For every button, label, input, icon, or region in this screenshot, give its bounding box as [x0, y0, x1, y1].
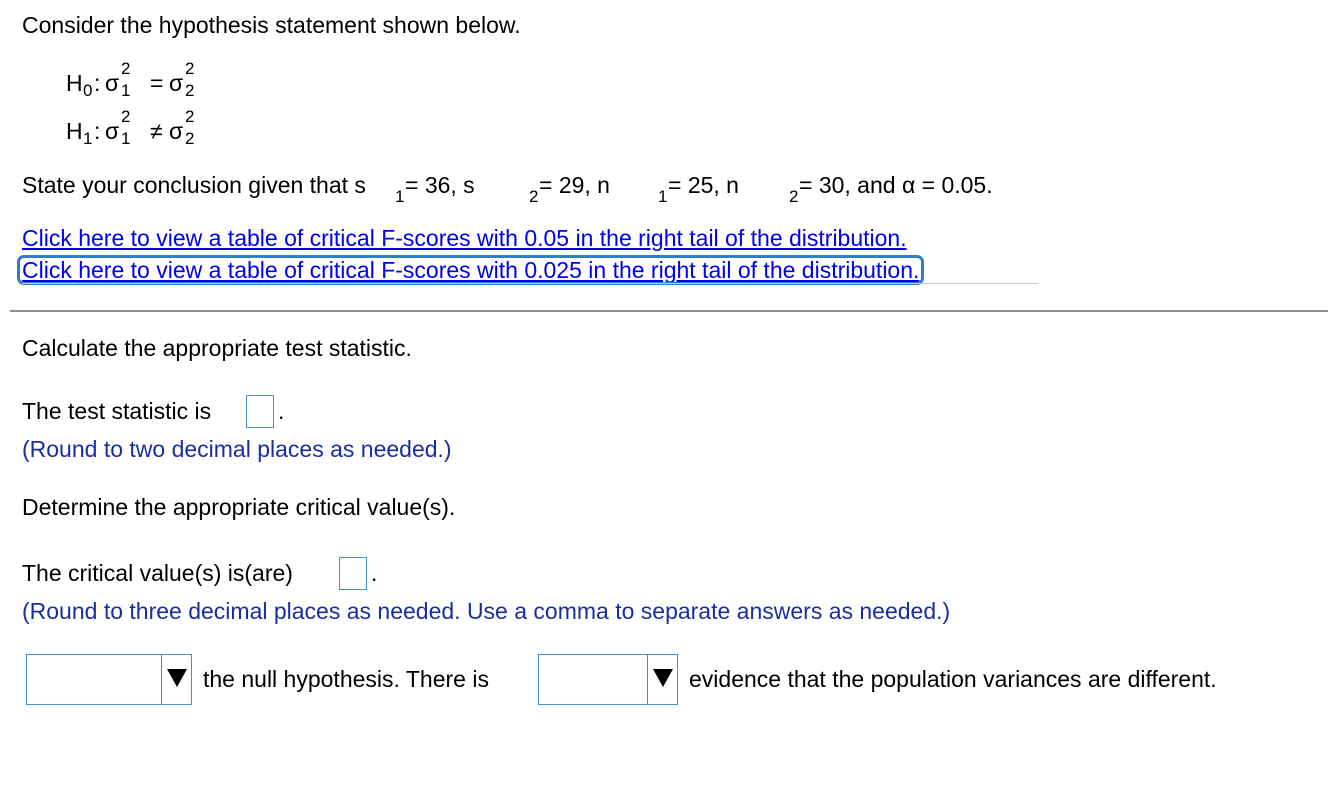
n2-value-alpha: = 30, and α = 0.05.: [799, 172, 993, 198]
h0-sigma2: σ: [169, 70, 184, 96]
h0-subscript: 0: [83, 81, 93, 100]
h0-sigma1: σ: [105, 70, 120, 96]
h0-sigma1-sup: 2: [121, 59, 131, 78]
decision-select[interactable]: [26, 654, 192, 705]
h1-sigma2: σ: [169, 118, 184, 144]
h1-sigma1-sup: 2: [121, 107, 131, 126]
h0-operator: =: [150, 70, 164, 96]
h1-sigma1: σ: [105, 118, 120, 144]
critical-value-period: .: [371, 560, 378, 586]
part2-prompt: Determine the appropriate critical value(s).: [22, 494, 456, 520]
n1-subscript: 1: [658, 187, 668, 206]
h1-H: H: [66, 118, 83, 144]
s2-value: = 29, n: [539, 172, 610, 198]
h1-operator: ≠: [150, 118, 163, 144]
test-statistic-hint: (Round to two decimal places as needed.): [22, 436, 452, 462]
condition-prefix: State your conclusion given that s: [22, 172, 366, 198]
n1-value: = 25, n: [668, 172, 739, 198]
critical-value-input[interactable]: [339, 557, 367, 590]
conclusion-middle-text: the null hypothesis. There is: [203, 666, 489, 692]
h1-colon: :: [94, 118, 101, 144]
section-divider: [10, 310, 1328, 312]
h0-colon: :: [94, 70, 101, 96]
h0-sigma2-sup: 2: [185, 59, 195, 78]
h0-sigma2-sub: 2: [185, 81, 195, 100]
evidence-dropdown-arrow-icon[interactable]: [647, 655, 677, 704]
conclusion-end-text: evidence that the population variances are different.: [689, 666, 1217, 692]
link-fscore-table-0025[interactable]: Click here to view a table of critical F-scores with 0.025 in the right tail of the distribution.: [22, 258, 920, 282]
s1-value: = 36, s: [405, 172, 475, 198]
h1-subscript: 1: [83, 129, 93, 148]
intro-text: Consider the hypothesis statement shown below.: [22, 12, 521, 38]
test-statistic-period: .: [278, 398, 285, 424]
test-statistic-input[interactable]: [246, 395, 274, 428]
h0-sigma1-sub: 1: [121, 81, 131, 100]
h1-sigma2-sub: 2: [185, 129, 195, 148]
h1-sigma1-sub: 1: [121, 129, 131, 148]
link-fscore-table-005[interactable]: Click here to view a table of critical F-scores with 0.05 in the right tail of the distribution.: [22, 225, 907, 251]
s2-subscript: 2: [529, 187, 539, 206]
n2-subscript: 2: [789, 187, 799, 206]
evidence-select[interactable]: [538, 654, 678, 705]
s1-subscript: 1: [395, 187, 405, 206]
critical-value-label: The critical value(s) is(are): [22, 560, 293, 586]
link-underline-divider: [22, 283, 1038, 284]
h0-H: H: [66, 70, 83, 96]
decision-dropdown-arrow-icon[interactable]: [161, 655, 191, 704]
critical-value-hint: (Round to three decimal places as needed. Use a comma to separate answers as needed.): [22, 598, 951, 624]
part1-prompt: Calculate the appropriate test statistic.: [22, 335, 412, 361]
h1-sigma2-sup: 2: [185, 107, 195, 126]
test-statistic-label: The test statistic is: [22, 398, 212, 424]
